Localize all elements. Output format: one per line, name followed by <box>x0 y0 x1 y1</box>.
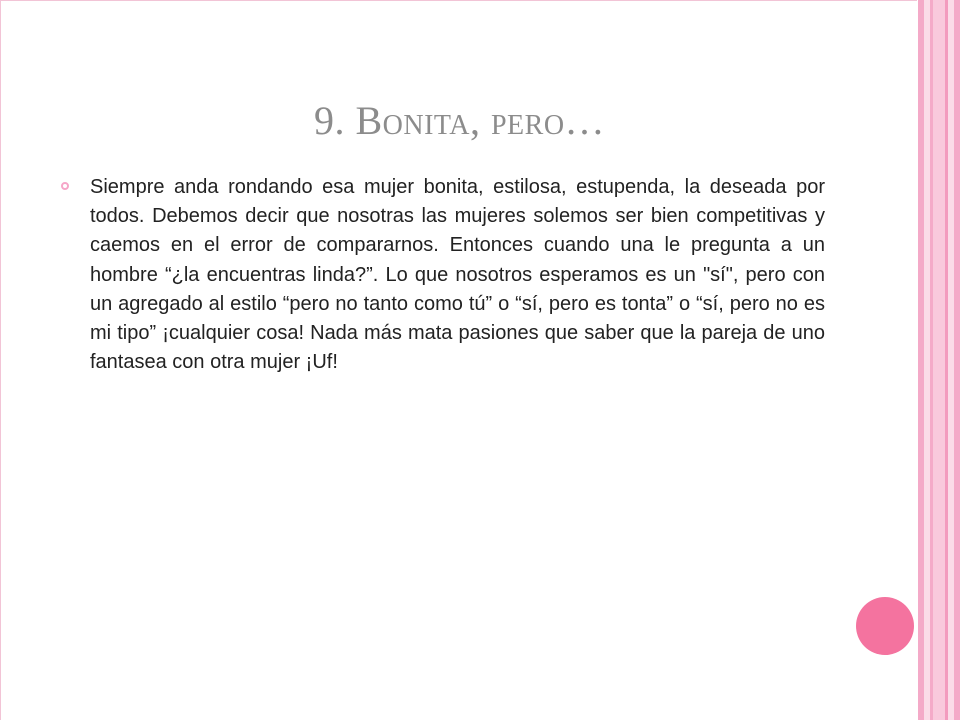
decorative-circle <box>856 597 914 655</box>
bullet-text: Siempre anda rondando esa mujer bonita, estilosa, estupenda, la deseada por todos. Debemos decir que nosotras las mujeres solemos ser bien competitivas y caemos en el error de compararnos. Entonces cuando una le pregunta a un hombre “¿la encuentras linda?”. Lo que nosotros esperamos es un "sí", pero con un agregado al estilo “pero no tanto como tú” o “sí, pero es tonta” o “sí, pero no es mi tipo” ¡cualquier cosa! Nada más mata pasiones que saber que la pareja de uno fantasea con otra mujer ¡Uf! <box>90 176 825 374</box>
slide-title <box>1 97 918 144</box>
decorative-stripes <box>918 0 960 720</box>
bullet-item <box>61 173 825 377</box>
circle-bullet-icon <box>61 182 69 190</box>
stripe <box>954 0 960 720</box>
slide-title-rest: onita, pero… <box>382 98 606 143</box>
slide-title-start: 9. B <box>313 98 383 143</box>
stripe <box>933 0 945 720</box>
